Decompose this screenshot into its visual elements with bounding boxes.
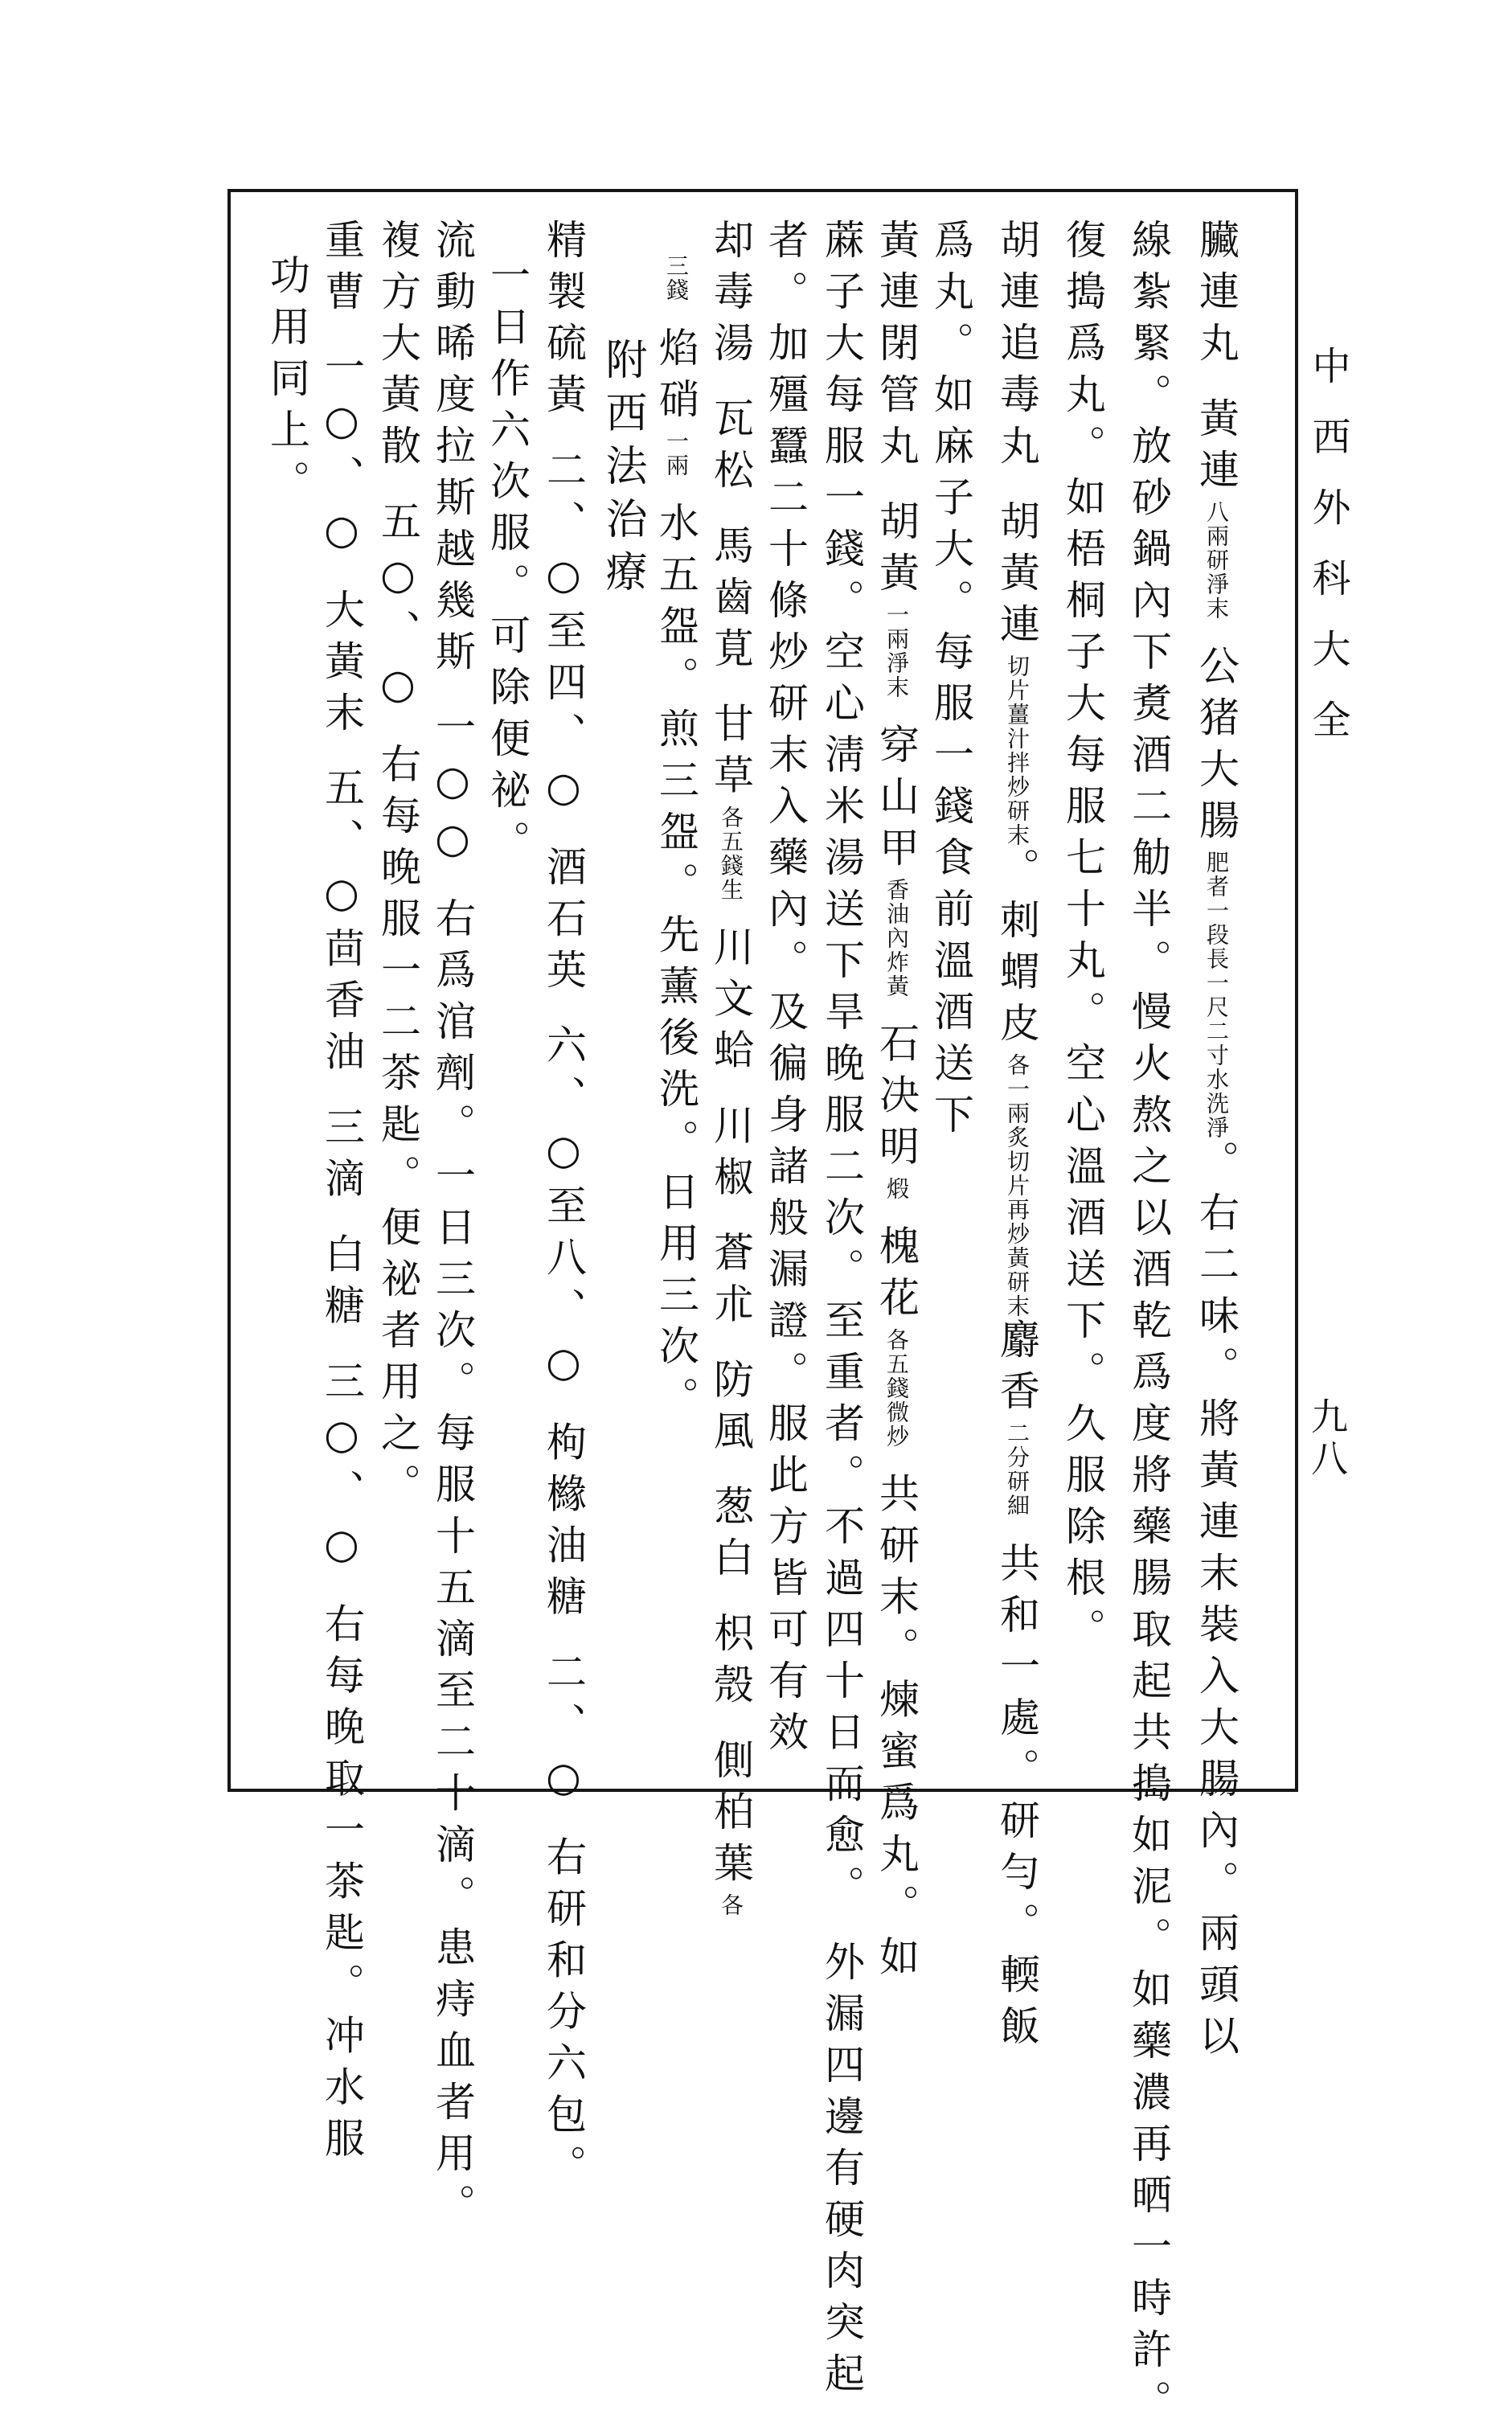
text-column xyxy=(707,219,754,1917)
text-run: 功用同上。 xyxy=(264,254,310,511)
text-run: 黃連閉管丸 胡黃 xyxy=(873,219,920,603)
text-run: 水五盌。煎三盌。先薰後洗。日用三次。 xyxy=(653,477,699,1428)
annotation-note: 各 xyxy=(718,1892,744,1917)
text-column xyxy=(540,219,587,2196)
annotation-note: 一兩 xyxy=(663,428,690,478)
text-run: 共和一處。研勻。輭飯 xyxy=(994,1517,1040,2056)
text-column xyxy=(375,219,421,1515)
text-run: 重曹 一○、○ 大黃末 五、○茴香油 三滴 白糖 三○、○ 右每晚取一茶匙。冲水服 xyxy=(318,219,365,2169)
text-column xyxy=(1193,219,1240,2066)
text-run: 川文蛤 川椒 蒼朮 防風 葱白 枳殼 側柏葉 xyxy=(707,901,754,1893)
text-run: 石决明 xyxy=(873,998,920,1177)
text-run: 麝香 xyxy=(994,1318,1040,1421)
text-run: 。右二味。將黃連末裝入大腸內。兩頭以 xyxy=(1193,1139,1240,2066)
text-run: 復搗爲丸。如梧桐子大每服七十丸。空心溫酒送下。久服除根。 xyxy=(1059,219,1106,1659)
text-run: 附西法治療 xyxy=(598,338,646,603)
text-run: 複方大黃散 五○、○ 右每晚服一二茶匙。便祕者用之。 xyxy=(375,219,421,1515)
text-run: 共研末。煉蜜爲丸。如 xyxy=(873,1448,920,1987)
annotation-note: 八兩研淨末 xyxy=(1203,499,1230,621)
text-column xyxy=(653,254,699,1428)
text-run: 線紮緊。放砂鍋內下煑酒二觔半。慢火熬之以酒乾爲度將藥腸取起共搗如泥。如藥濃再晒一時許。 xyxy=(1125,219,1172,2431)
text-column xyxy=(818,219,865,2404)
text-column xyxy=(994,219,1040,2056)
text-column xyxy=(264,254,310,511)
text-run: 流動晞度拉斯越幾斯 一○○ 右爲涫劑。一日三次。每服十五滴至二十滴。患痔血者用。 xyxy=(429,219,476,2235)
text-run: 一日作六次服。可除便祕。 xyxy=(484,254,531,871)
annotation-note: 肥者一段長一尺二寸水洗淨 xyxy=(1203,850,1230,1140)
annotation-note: 各五錢生 xyxy=(718,805,744,902)
annotation-note: 二分研細 xyxy=(1004,1420,1031,1518)
annotation-note: 三錢 xyxy=(663,254,690,302)
text-run: 臟連丸 黃連 xyxy=(1193,219,1240,500)
annotation-note: 切片薑汁拌炒研末 xyxy=(1004,654,1031,847)
running-title: 中西外科大全 xyxy=(1305,346,1350,770)
text-run: 精製硫黃 二、○至四、○ 酒石英 六、○至八、○ 枸櫞油糖 二、○ 右研和分六包。 xyxy=(540,219,587,2196)
text-run: 穿山甲 xyxy=(873,699,920,878)
annotation-note: 煅 xyxy=(883,1176,910,1201)
text-run: 却毒湯 瓦松 馬齒莧 甘草 xyxy=(707,219,754,806)
text-run: 者。加殭蠶二十條炒研末入藥內。及徧身諸般漏證。服此方皆可有效 xyxy=(762,219,809,1762)
annotation-note: 各一兩炙切片再炒黃研末 xyxy=(1004,1052,1031,1318)
annotation-note: 一兩淨末 xyxy=(883,602,910,699)
annotation-note: 香油內炸黃 xyxy=(883,877,910,998)
text-run: 爲丸。如麻子大。每服一錢食前溫酒送下 xyxy=(928,219,974,1145)
text-run: 胡連追毒丸 胡黃連 xyxy=(994,219,1040,654)
text-column xyxy=(928,219,974,1145)
text-run: 蔴子大每服一錢。空心淸米湯送下旱晚服二次。至重者。不過四十日而愈。 外漏四邊有硬肉突起 xyxy=(818,219,865,2404)
page-number: 九八 xyxy=(1305,1397,1349,1481)
text-column xyxy=(762,219,809,1762)
section-heading xyxy=(598,338,646,603)
text-column xyxy=(318,219,365,2169)
text-column xyxy=(1125,219,1172,2431)
text-run: 。刺蝟皮 xyxy=(994,847,1040,1053)
text-column xyxy=(873,219,920,1987)
text-run: 槐花 xyxy=(873,1200,920,1328)
text-column xyxy=(1059,219,1106,1659)
text-column xyxy=(484,254,531,871)
text-column xyxy=(429,219,476,2235)
annotation-note: 各五錢微炒 xyxy=(883,1327,910,1449)
text-run: 公猪大腸 xyxy=(1193,620,1240,851)
text-run: 焰硝 xyxy=(653,302,699,429)
